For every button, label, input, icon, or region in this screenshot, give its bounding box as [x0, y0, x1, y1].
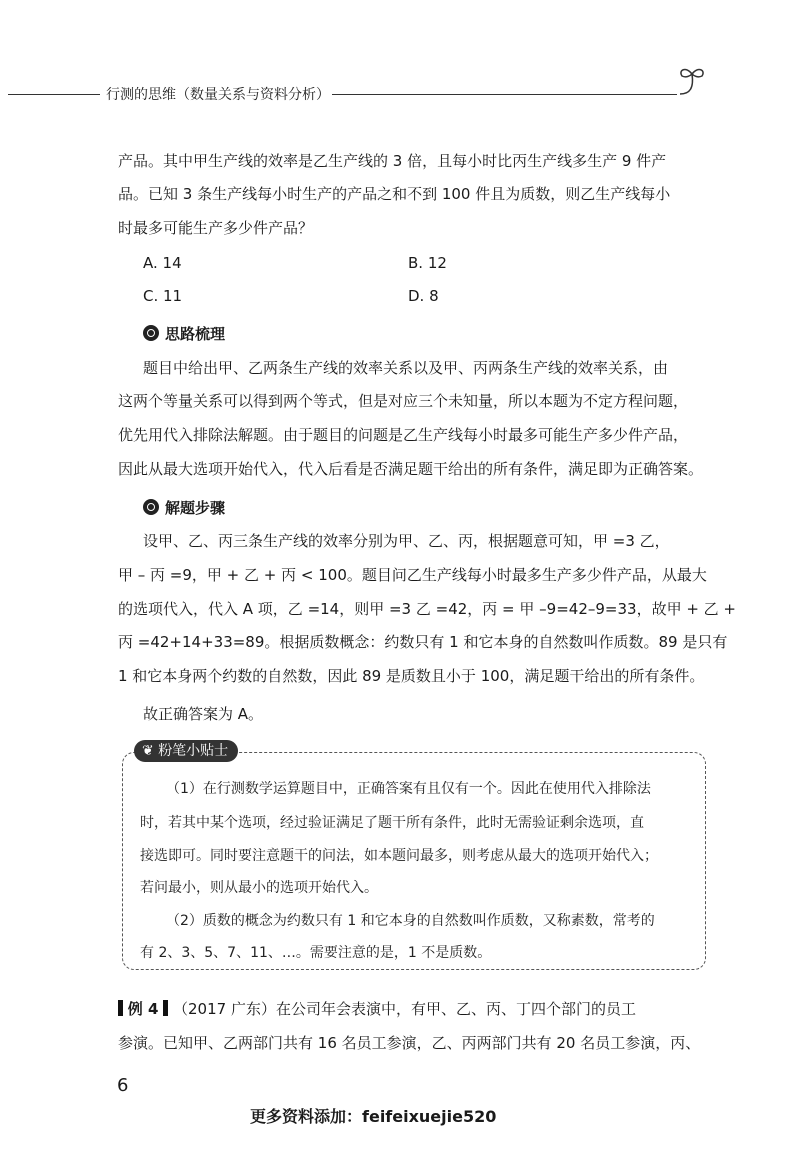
approach-line: 因此从最大选项开始代入，代入后看是否满足题干给出的所有条件，满足即为正确答案。 — [118, 460, 704, 478]
option-a: A. 14 — [143, 254, 182, 272]
example-line-1 — [118, 998, 636, 1019]
steps-heading-text: 解题步骤 — [165, 499, 226, 517]
steps-line: 的选项代入，代入 A 项，乙 =14，则甲 =3 乙 =42，丙 = 甲 –9=42–9=33，故甲 + 乙 + — [118, 600, 737, 618]
tip-tab — [134, 740, 238, 762]
example-label: 例 4 — [127, 1000, 159, 1018]
label-bar-left — [118, 1000, 123, 1016]
steps-line: 甲 – 丙 =9，甲 + 乙 + 丙 < 100。题目问乙生产线每小时最多生产多少件产品，从最大 — [118, 566, 707, 584]
label-bar-right — [163, 1000, 168, 1016]
question-line: 产品。其中甲生产线的效率是乙生产线的 3 倍，且每小时比丙生产线多生产 9 件产 — [118, 152, 667, 170]
tip-line: 时，若其中某个选项，经过验证满足了题干所有条件，此时无需验证剩余选项，直 — [140, 815, 644, 831]
approach-heading-text: 思路梳理 — [165, 325, 226, 343]
running-header-title: 行测的思维（数量关系与资料分析） — [106, 87, 330, 103]
sprout-ornament-icon — [672, 60, 712, 104]
tip-title: 粉笔小贴士 — [158, 743, 229, 759]
example-line-2: 参演。已知甲、乙两部门共有 16 名员工参演，乙、丙两部门共有 20 名员工参演，丙、 — [118, 1034, 701, 1052]
header-rule-left — [8, 94, 100, 95]
tip-line: 接选即可。同时要注意题干的问法，如本题问最多，则考虑从最大的选项开始代入； — [140, 848, 658, 864]
lightbulb-icon — [143, 325, 159, 341]
option-d: D. 8 — [408, 287, 439, 305]
tip-line: （2）质数的概念为约数只有 1 和它本身的自然数叫作质数，又称素数，常考的 — [166, 913, 655, 929]
header-rule-right — [332, 94, 677, 95]
steps-line: 丙 =42+14+33=89。根据质数概念：约数只有 1 和它本身的自然数叫作质数。89 是只有 — [118, 633, 728, 651]
tip-line: 若问最小，则从最小的选项开始代入。 — [140, 880, 378, 896]
example-text: （2017 广东）在公司年会表演中，有甲、乙、丙、丁四个部门的员工 — [173, 1000, 636, 1018]
approach-line: 这两个等量关系可以得到两个等式，但是对应三个未知量，所以本题为不定方程问题， — [118, 392, 689, 410]
option-b: B. 12 — [408, 254, 447, 272]
option-c: C. 11 — [143, 287, 183, 305]
steps-heading — [143, 497, 225, 518]
page-number: 6 — [117, 1075, 129, 1096]
sprout-icon: ❦ — [142, 743, 154, 759]
tip-line: 有 2、3、5、7、11、…。需要注意的是，1 不是质数。 — [140, 945, 492, 961]
question-line: 时最多可能生产多少件产品？ — [118, 219, 314, 237]
approach-heading — [143, 323, 225, 344]
footer-note: 更多资料添加：feifeixuejie520 — [250, 1107, 497, 1126]
steps-icon — [143, 499, 159, 515]
steps-line: 1 和它本身两个约数的自然数，因此 89 是质数且小于 100，满足题干给出的所有条件。 — [118, 667, 705, 685]
steps-line: 设甲、乙、丙三条生产线的效率分别为甲、乙、丙，根据题意可知，甲 =3 乙， — [143, 532, 670, 550]
tip-line: （1）在行测数学运算题目中，正确答案有且仅有一个。因此在使用代入排除法 — [166, 781, 651, 797]
approach-line: 优先用代入排除法解题。由于题目的问题是乙生产线每小时最多可能生产多少件产品， — [118, 426, 689, 444]
question-line: 品。已知 3 条生产线每小时生产的产品之和不到 100 件且为质数，则乙生产线每小 — [118, 185, 671, 203]
approach-line: 题目中给出甲、乙两条生产线的效率关系以及甲、丙两条生产线的效率关系，由 — [143, 359, 669, 377]
steps-conclusion: 故正确答案为 A。 — [143, 705, 264, 723]
